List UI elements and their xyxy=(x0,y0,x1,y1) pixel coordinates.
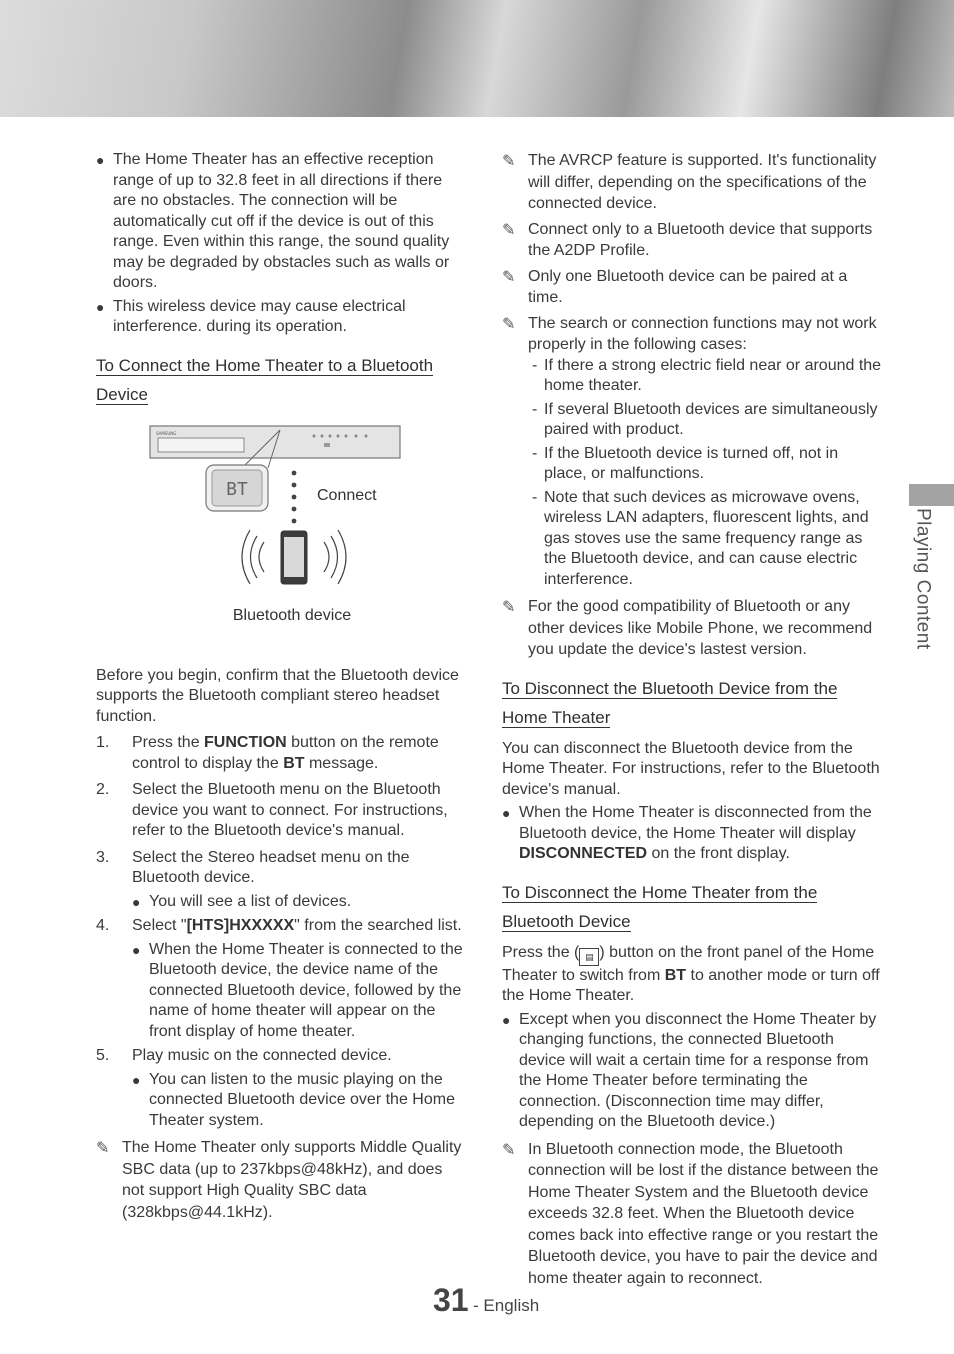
step-item: 2. Select the Bluetooth menu on the Bluetooth device you want to connect. For instructions, refer to the Bluetooth device's manual. xyxy=(96,781,448,839)
page-number: 31 xyxy=(433,1282,469,1318)
step-item: 5. Play music on the connected device. xyxy=(96,1047,392,1064)
case-item: - If several Bluetooth devices are simultaneously paired with product. xyxy=(532,400,878,438)
function-button-icon: ▤ xyxy=(579,948,599,966)
note-pencil-icon: ✎ xyxy=(96,1140,110,1157)
note-item: ✎ In Bluetooth connection mode, the Bluetooth connection will be lost if the distance between the Home Theater System and the Bluetooth device exceeds 32.8 feet. When the Bluetooth device comes back into effective range or you restart the Bluetooth device, you have to pair the device and home theater again to reconnect. xyxy=(502,1140,879,1287)
list-item: ● This wireless device may cause electrical interference. during its operation. xyxy=(96,297,406,335)
note-item: ✎ The Home Theater only supports Middle Quality SBC data (up to 237kbps@48kHz), and does not support High Quality SBC data (328kbps@44.1kHz). xyxy=(96,1139,462,1221)
brand-label: SAMSUNG xyxy=(156,430,177,436)
list-item: ● The Home Theater has an effective reception range of up to 32.8 feet in all directions if there are no obstacles. The connection will be automatically cut off if the device is out of this range. Even within this range, the sound quality may be degraded by obstacles such as walls or doors. xyxy=(96,151,450,291)
side-tab-label: Playing Content xyxy=(912,508,934,650)
case-item: - If the Bluetooth device is turned off, not in place, or malfunctions. xyxy=(532,444,839,482)
paragraph: You can disconnect the Bluetooth device from the Home Theater. For instructions, refer to the Bluetooth device's manual. xyxy=(502,739,880,798)
step-item: 3. Select the Stereo headset menu on the Bluetooth device. xyxy=(96,848,410,886)
section-heading: To Disconnect the Bluetooth Device from the Home Theater xyxy=(502,678,838,727)
paragraph: Press the ( ▤ ) button on the front panel of the Home Theater to switch from BT to another mode or turn off the Home Theater. xyxy=(502,943,880,1004)
list-item: ● When the Home Theater is disconnected from the Bluetooth device, the Home Theater will display DISCONNECTED on the front display. xyxy=(502,804,872,862)
sub-bullet: ● When the Home Theater is connected to the Bluetooth device, the device name of the connected Bluetooth device, followed by the name of home theater will appear on the front display of home theater. xyxy=(132,940,463,1040)
note-pencil-icon: ✎ xyxy=(502,315,516,333)
bt-display: BT xyxy=(226,478,248,500)
page-footer xyxy=(433,1282,540,1318)
note-item: ✎ The search or connection functions may not work properly in the following cases: xyxy=(502,314,877,353)
left-column xyxy=(96,150,468,1227)
bluetooth-device-label: Bluetooth device xyxy=(232,606,352,624)
side-tab-marker xyxy=(909,484,954,506)
note-pencil-icon: ✎ xyxy=(502,268,516,286)
note-pencil-icon: ✎ xyxy=(502,153,516,170)
note-pencil-icon: ✎ xyxy=(502,1141,516,1159)
right-column xyxy=(502,150,882,1293)
case-item: - If there a strong electric field near or around the home theater. xyxy=(532,356,882,394)
note-item: ✎ Only one Bluetooth device can be paired at a time. xyxy=(502,267,848,306)
step-item: 4. Select "[HTS]HXXXXX" from the searched list. xyxy=(96,917,462,934)
note-item: ✎ Connect only to a Bluetooth device that supports the A2DP Profile. xyxy=(502,220,873,259)
case-item: - Note that such devices as microwave ovens, wireless LAN adapters, fluorescent lights, and gas stoves use the same frequency range as the Bluetooth device, and can cause electric interference. xyxy=(532,488,869,588)
section-heading: To Connect the Home Theater to a Bluetooth Device xyxy=(96,355,434,404)
header-banner xyxy=(0,0,954,117)
sub-bullet: ● You will see a list of devices. xyxy=(132,892,352,910)
connection-diagram xyxy=(96,420,468,660)
connection-figure xyxy=(96,420,468,660)
note-pencil-icon: ✎ xyxy=(502,221,516,239)
sub-bullet: ● You can listen to the music playing on the connected Bluetooth device over the Home Theater system. xyxy=(132,1070,455,1129)
note-item: ✎ The AVRCP feature is supported. It's functionality will differ, depending on the specifications of the connected device. xyxy=(502,152,877,212)
section-heading: To Disconnect the Home Theater from the Bluetooth Device xyxy=(502,882,818,931)
connect-label: Connect xyxy=(317,486,377,504)
intro-paragraph: Before you begin, confirm that the Bluetooth device supports the Bluetooth compliant stereo headset function. xyxy=(96,666,459,725)
page-language: - English xyxy=(473,1296,540,1315)
list-item: ● Except when you disconnect the Home Theater by changing functions, the connected Bluetooth device will wait a certain time for a response from the Home Theater before terminating the connection. (Disconnection time may differ, depending on the Bluetooth device.) xyxy=(502,1010,877,1130)
step-item: 1. Press the FUNCTION button on the remote control to display the BT message. xyxy=(96,734,439,772)
note-pencil-icon: ✎ xyxy=(502,599,516,616)
note-item: ✎ For the good compatibility of Bluetooth or any other devices like Mobile Phone, we recommend you update the device's lastest version. xyxy=(502,598,873,658)
